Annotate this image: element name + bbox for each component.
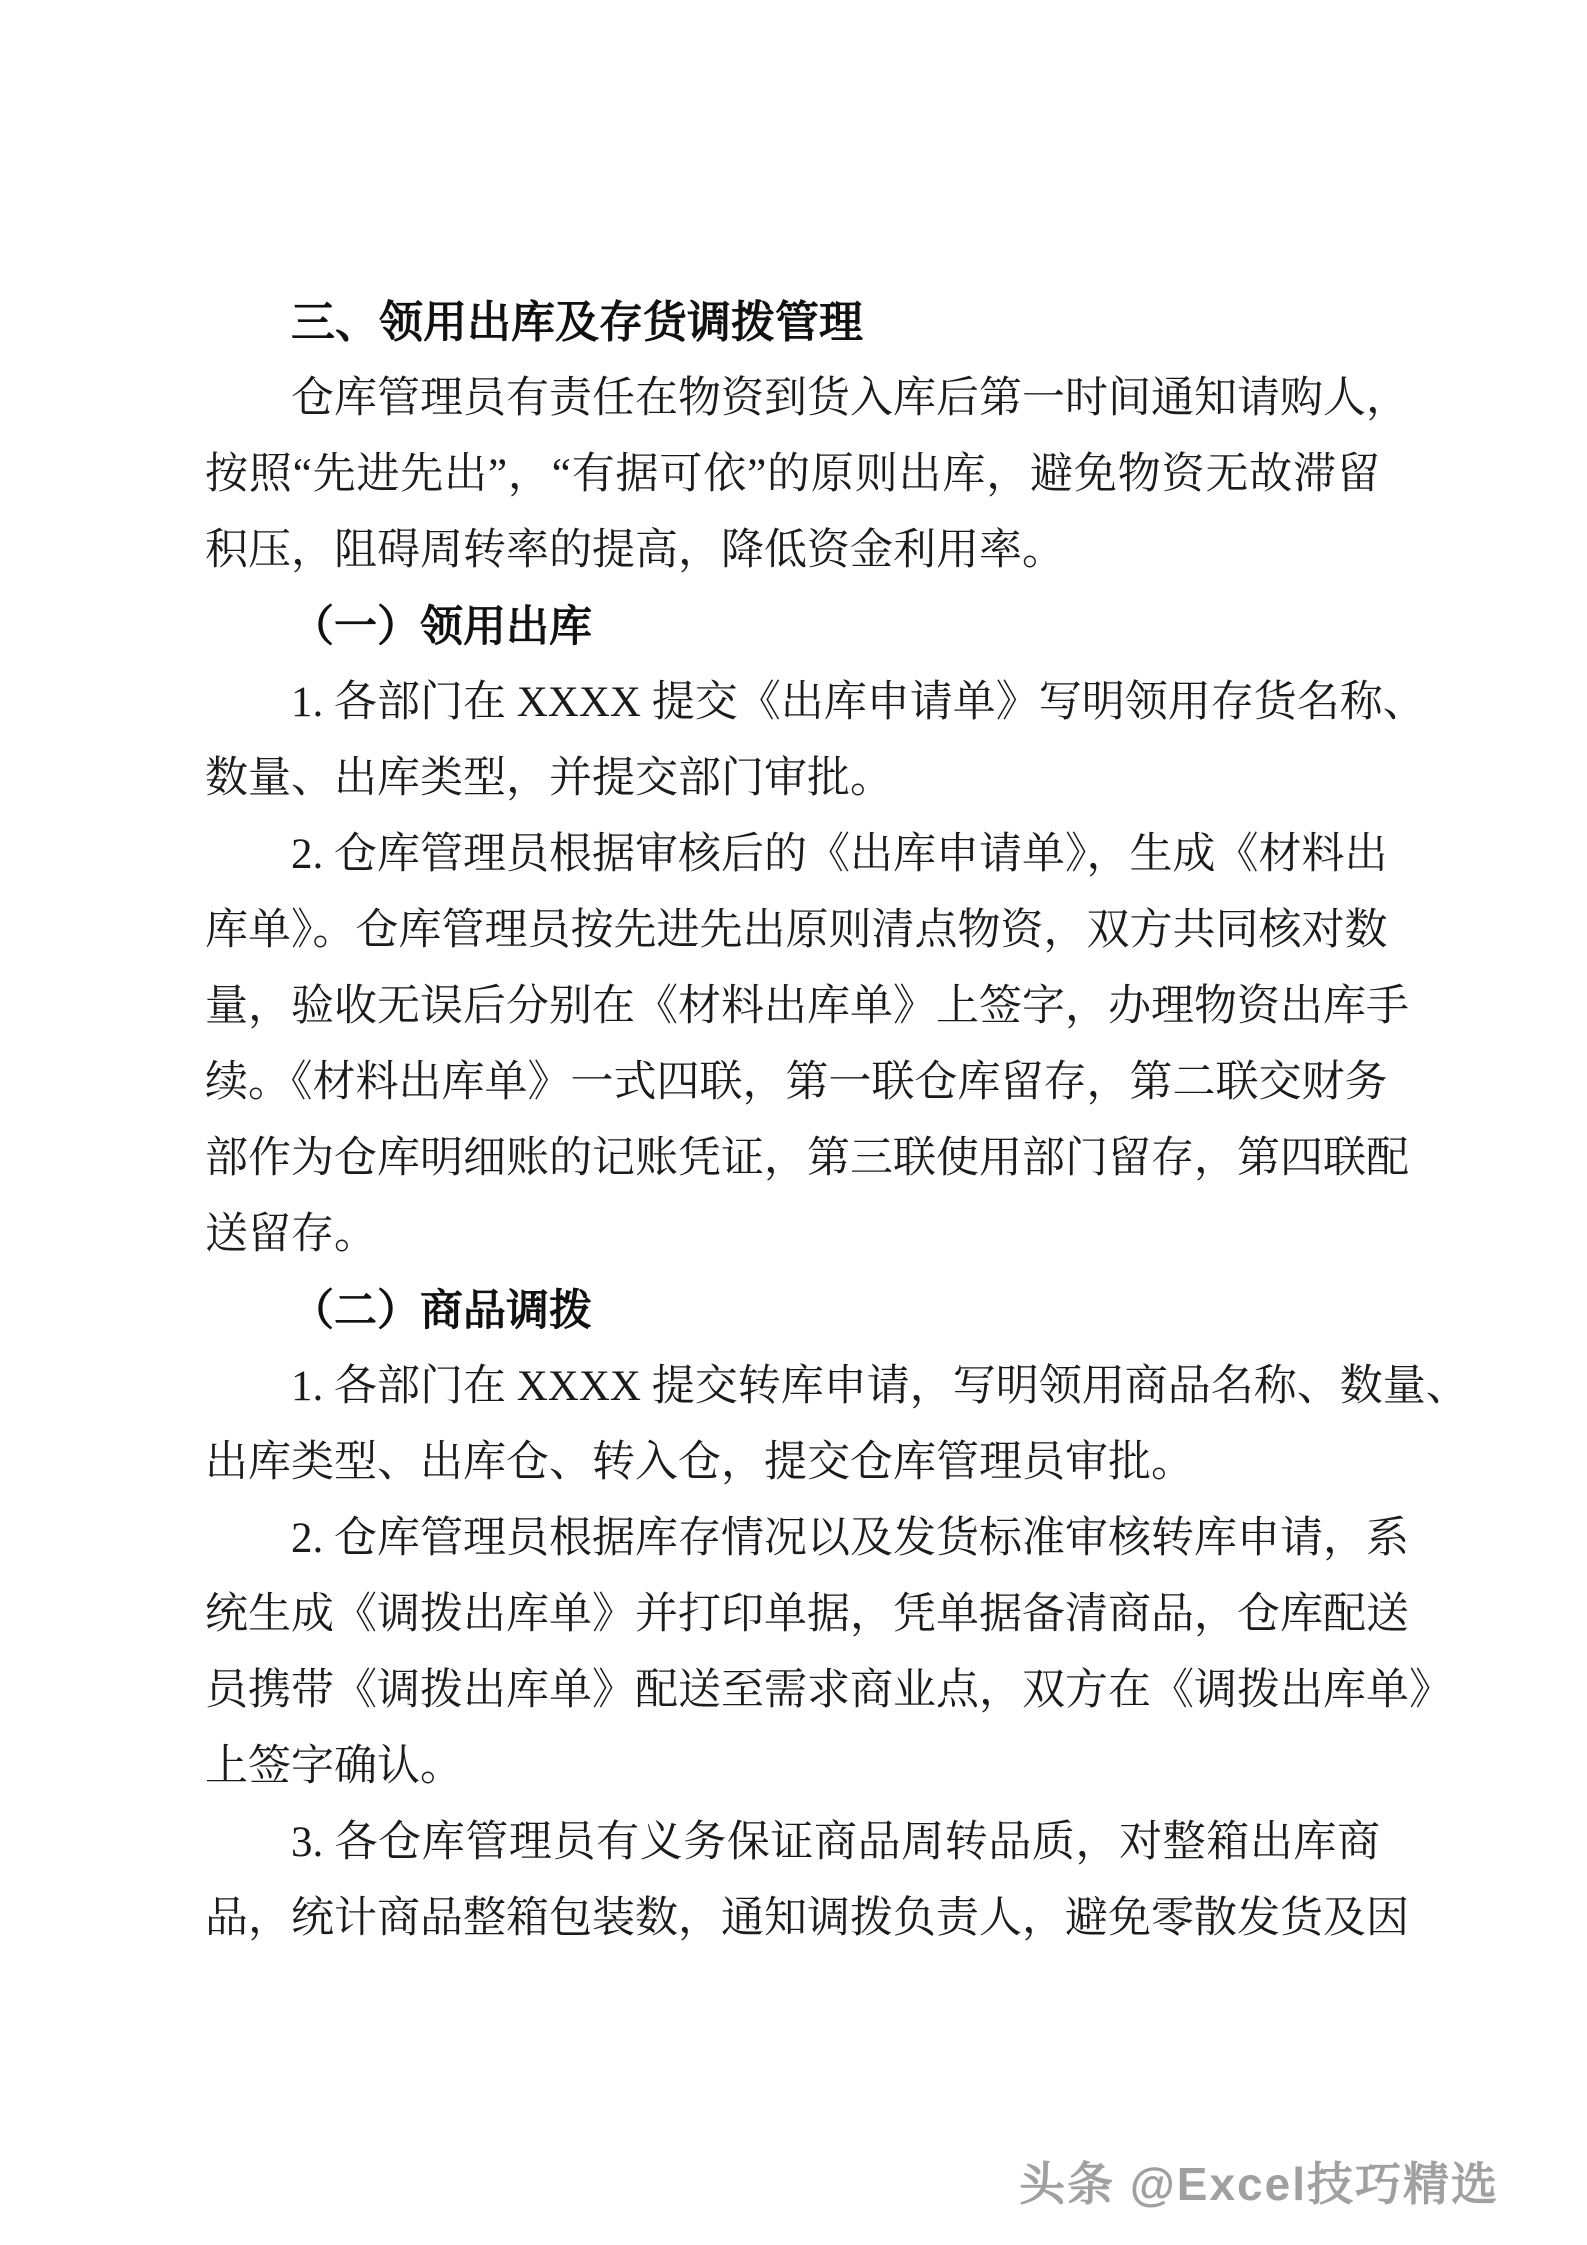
paragraph bbox=[205, 1501, 1452, 1805]
text-line: 1. 各部门在 XXXX 提交转库申请，写明领用商品名称、数量、 bbox=[291, 1363, 1469, 1410]
text-line: 员携带《调拨出库单》配送至需求商业点，双方在《调拨出库单》 bbox=[205, 1667, 1452, 1714]
text-line: 品，统计商品整箱包装数，通知调拨负责人，避免零散发货及因 bbox=[205, 1895, 1409, 1942]
text-line: 上签字确认。 bbox=[205, 1743, 463, 1790]
watermark-text: 头条 @Excel技巧精选 bbox=[1019, 2158, 1499, 2210]
text-line: 库单》。仓库管理员按先进先出原则清点物资，双方共同核对数 bbox=[205, 907, 1388, 954]
section-heading bbox=[205, 1273, 1380, 1349]
document-title bbox=[205, 285, 1380, 361]
text-line: 统生成《调拨出库单》并打印单据，凭单据备清商品，仓库配送 bbox=[205, 1591, 1409, 1638]
paragraph bbox=[205, 1805, 1409, 1957]
text-line: 2. 仓库管理员根据库存情况以及发货标准审核转库申请，系 bbox=[291, 1515, 1409, 1562]
text-line: 数量、出库类型，并提交部门审批。 bbox=[205, 755, 893, 802]
paragraph bbox=[205, 665, 1426, 817]
text-line: 部作为仓库明细账的记账凭证，第三联使用部门留存，第四联配 bbox=[205, 1135, 1409, 1182]
text-line: （二）商品调拨 bbox=[291, 1287, 592, 1335]
text-line: 按照“先进先出”，“有据可依”的原则出库，避免物资无故滞留 bbox=[205, 451, 1380, 498]
document-body bbox=[205, 285, 1469, 1957]
text-line: 三、领用出库及存货调拨管理 bbox=[291, 298, 863, 347]
text-line: 出库类型、出库仓、转入仓，提交仓库管理员审批。 bbox=[205, 1439, 1194, 1486]
text-line: 仓库管理员有责任在物资到货入库后第一时间通知请购人， bbox=[291, 375, 1409, 422]
text-line: （一）领用出库 bbox=[291, 603, 592, 651]
text-line: 1. 各部门在 XXXX 提交《出库申请单》写明领用存货名称、 bbox=[291, 679, 1426, 726]
text-line: 2. 仓库管理员根据审核后的《出库申请单》，生成《材料出 bbox=[291, 831, 1388, 878]
text-line: 积压，阻碍周转率的提高，降低资金利用率。 bbox=[205, 527, 1065, 574]
text-line: 3. 各仓库管理员有义务保证商品周转品质，对整箱出库商 bbox=[291, 1819, 1380, 1866]
paragraph bbox=[205, 817, 1409, 1273]
text-line: 量，验收无误后分别在《材料出库单》上签字，办理物资出库手 bbox=[205, 983, 1409, 1030]
text-line: 送留存。 bbox=[205, 1211, 377, 1258]
section-heading bbox=[205, 589, 1380, 665]
paragraph bbox=[205, 361, 1409, 589]
text-line: 续。《材料出库单》一式四联，第一联仓库留存，第二联交财务 bbox=[205, 1059, 1388, 1106]
paragraph bbox=[205, 1349, 1469, 1501]
